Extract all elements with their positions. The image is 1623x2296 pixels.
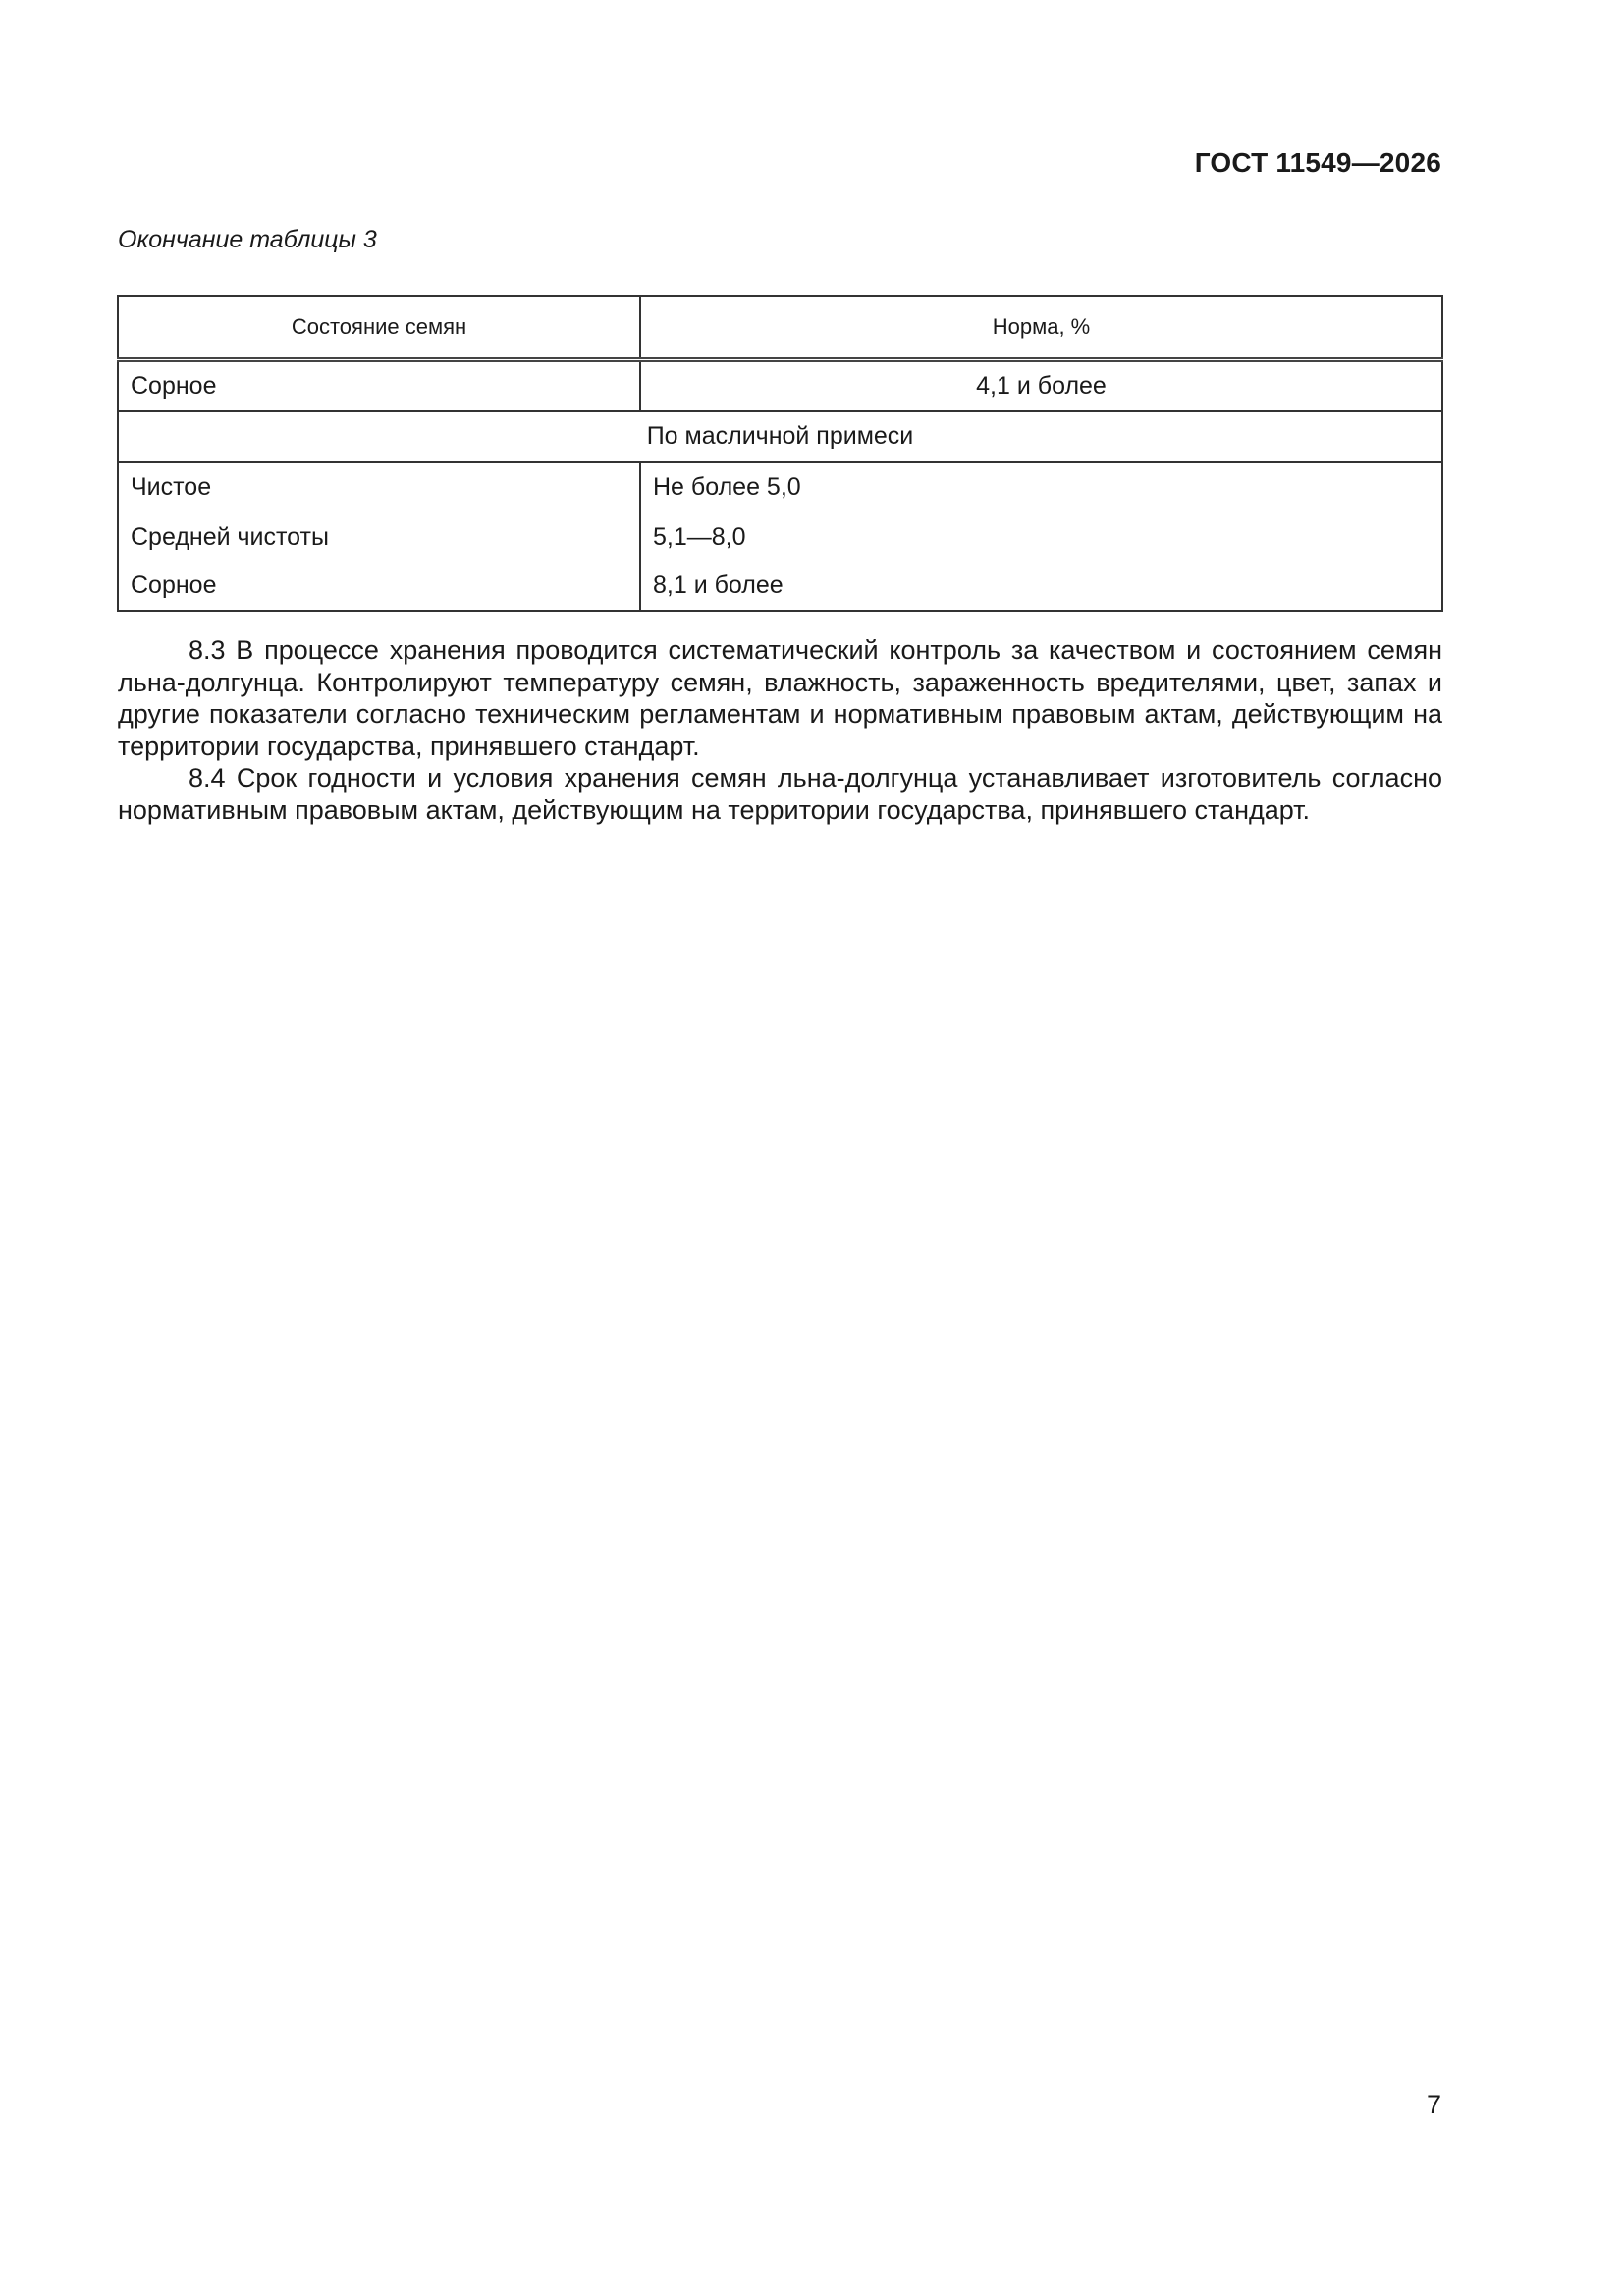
cell-norm: 4,1 и более — [640, 360, 1442, 412]
cell-norm: 8,1 и более — [640, 562, 1442, 611]
table-row — [118, 513, 1442, 562]
cell-state: Сорное — [118, 562, 640, 611]
page-number: 7 — [1426, 2090, 1441, 2119]
cell-state: Сорное — [118, 360, 640, 412]
table-group-title-row — [118, 411, 1442, 462]
column-header-seed-state: Состояние семян — [118, 296, 640, 360]
column-header-norm: Норма, % — [640, 296, 1442, 360]
cell-state: Чистое — [118, 462, 640, 513]
group-title: По масличной примеси — [118, 411, 1442, 462]
body-text — [118, 634, 1442, 826]
cell-norm: 5,1—8,0 — [640, 513, 1442, 562]
cell-norm: Не более 5,0 — [640, 462, 1442, 513]
cell-state: Средней чистоты — [118, 513, 640, 562]
document-id-header: ГОСТ 11549—2026 — [1194, 147, 1441, 178]
table-caption: Окончание таблицы 3 — [118, 226, 377, 253]
paragraph-8-4: 8.4 Срок годности и условия хранения семян льна-долгунца устанавливает изготовитель согласно нормативным правовым актам, действующим на территории государства, принявшего стандарт. — [118, 763, 1442, 825]
table-header-row — [118, 296, 1442, 360]
table-row — [118, 462, 1442, 513]
norms-table — [117, 295, 1443, 612]
table-row — [118, 360, 1442, 412]
table-row — [118, 562, 1442, 611]
paragraph-8-3: 8.3 В процессе хранения проводится систематический контроль за качеством и состоянием семян льна-долгунца. Контролируют температуру семян, влажность, зараженность вредителями, цвет, запах и другие показатели согласно техническим регламентам и нормативным правовым актам, действующим на территории государства, принявшего стандарт. — [118, 635, 1442, 761]
